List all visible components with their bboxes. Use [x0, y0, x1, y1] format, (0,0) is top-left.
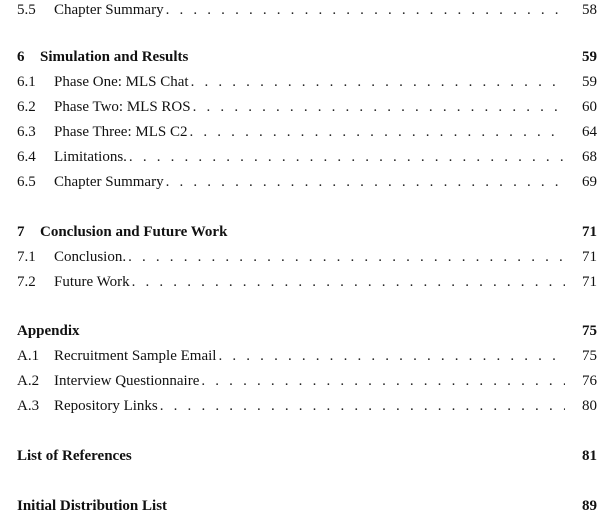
dot-leader [129, 147, 565, 167]
toc-entry-6-1[interactable] [17, 72, 597, 92]
section-number: 5.5 [17, 2, 36, 18]
chapter-title: Conclusion and Future Work [40, 224, 228, 240]
section-title: Future Work [54, 274, 130, 290]
page-number: 60 [582, 99, 597, 115]
page-number: 75 [582, 323, 597, 339]
chapter-title: Appendix [17, 323, 80, 339]
page-number: 89 [582, 498, 597, 514]
page-number: 69 [582, 174, 597, 190]
section-number: A.3 [17, 398, 40, 414]
section-number: 7.2 [17, 274, 36, 290]
toc-entry-6-5[interactable] [17, 172, 597, 192]
section-title: Chapter Summary [54, 2, 164, 18]
section-number: 6.4 [17, 149, 36, 165]
toc-entry-6-2[interactable] [17, 97, 597, 117]
page-number: 59 [582, 74, 597, 90]
toc-chapter-7[interactable] [17, 222, 597, 242]
section-number: A.2 [17, 373, 40, 389]
dot-leader [166, 0, 565, 20]
toc-entry-a-3[interactable] [17, 396, 597, 416]
section-number: 6.1 [17, 74, 36, 90]
section-title: Limitations. [54, 149, 127, 165]
section-title: Recruitment Sample Email [54, 348, 217, 364]
toc-entry-6-3[interactable] [17, 122, 597, 142]
page-number: 76 [582, 373, 597, 389]
section-title: Chapter Summary [54, 174, 164, 190]
toc-entry-6-4[interactable] [17, 147, 597, 167]
toc-entry-7-2[interactable] [17, 272, 597, 292]
toc-chapter-6[interactable] [17, 47, 597, 67]
toc-entry-7-1[interactable] [17, 247, 597, 267]
dot-leader [189, 122, 565, 142]
toc-appendix[interactable] [17, 321, 597, 341]
chapter-title: Simulation and Results [40, 49, 189, 65]
page-number: 68 [582, 149, 597, 165]
chapter-number: 7 [17, 224, 25, 240]
toc-entry-a-2[interactable] [17, 371, 597, 391]
toc-list-of-references[interactable] [17, 446, 597, 466]
section-title: Repository Links [54, 398, 158, 414]
page-number: 80 [582, 398, 597, 414]
section-title: Phase Two: MLS ROS [54, 99, 191, 115]
page-number: 58 [582, 2, 597, 18]
toc-entry-a-1[interactable] [17, 346, 597, 366]
chapter-number: 6 [17, 49, 25, 65]
toc-entry-5-5[interactable] [17, 0, 597, 20]
page-number: 81 [582, 448, 597, 464]
dot-leader [132, 272, 565, 292]
chapter-title: Initial Distribution List [17, 498, 168, 514]
section-title: Conclusion. [54, 249, 127, 265]
section-number: 7.1 [17, 249, 36, 265]
section-number: 6.5 [17, 174, 36, 190]
dot-leader [166, 172, 565, 192]
page-number: 59 [582, 49, 597, 65]
page-number: 75 [582, 348, 597, 364]
dot-leader [193, 97, 565, 117]
dot-leader [218, 346, 565, 366]
dot-leader [128, 247, 565, 267]
dot-leader [160, 396, 565, 416]
chapter-title: List of References [17, 448, 132, 464]
section-number: A.1 [17, 348, 40, 364]
section-title: Interview Questionnaire [54, 373, 200, 389]
page-number: 64 [582, 124, 597, 140]
section-title: Phase One: MLS Chat [54, 74, 189, 90]
dot-leader [191, 72, 565, 92]
section-number: 6.2 [17, 99, 36, 115]
page-number: 71 [582, 224, 597, 240]
section-number: 6.3 [17, 124, 36, 140]
page-number: 71 [582, 249, 597, 265]
dot-leader [201, 371, 565, 391]
section-title: Phase Three: MLS C2 [54, 124, 188, 140]
toc-initial-distribution-list[interactable] [17, 496, 597, 516]
page-number: 71 [582, 274, 597, 290]
